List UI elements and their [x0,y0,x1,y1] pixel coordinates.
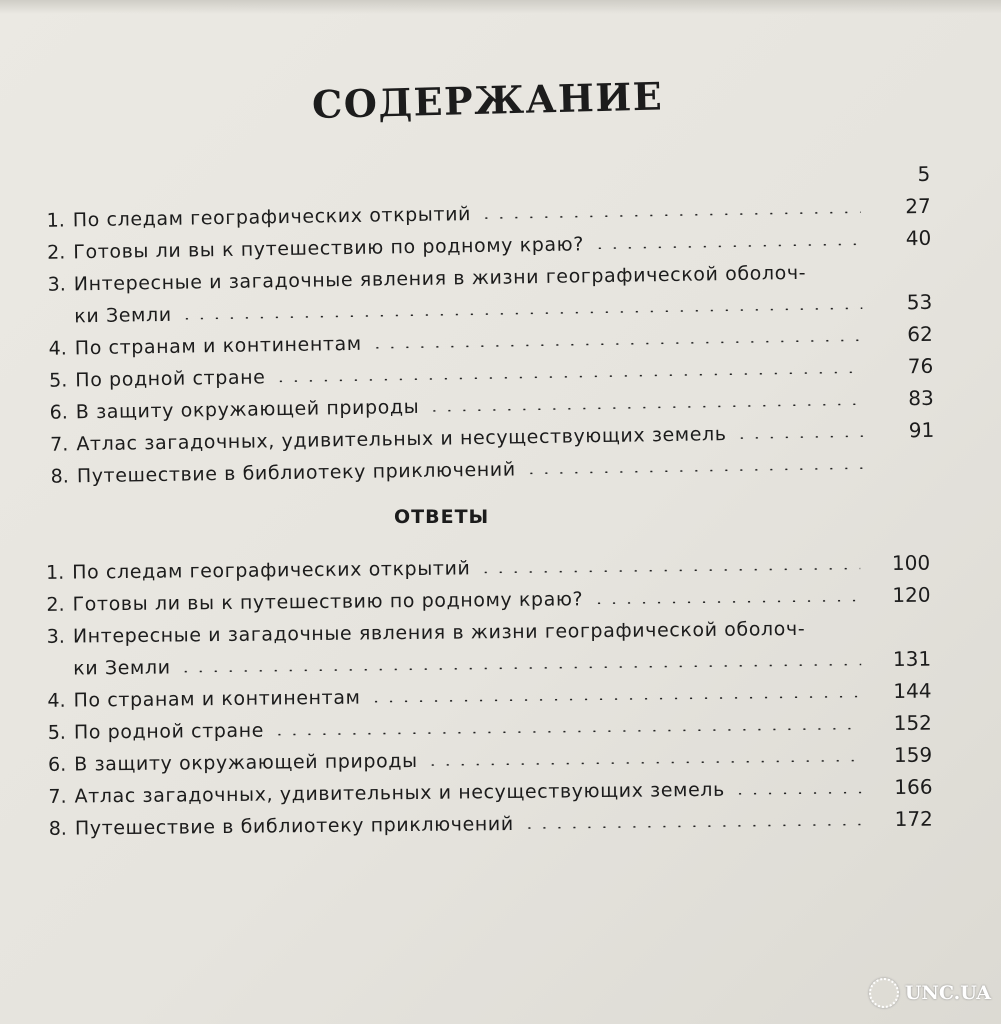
toc-number: 6. [49,401,69,424]
toc-text: По странам и континентам [74,332,362,360]
toc-intro-page: 5 [917,161,931,187]
toc-page: 27 [905,193,931,219]
toc-text: Атлас загадочных, удивительных и несуществующих земель [76,423,727,456]
answers-text: По странам и континентам [73,686,361,712]
toc-text: По следам географических открытий [72,203,472,232]
answers-page: 120 [892,582,931,607]
toc-number: 1. [46,209,66,232]
answers-text: Путешествие в библиотеку приключений [74,812,514,840]
answers-text: По следам географических открытий [72,557,471,584]
answers-page: 144 [893,678,932,703]
toc-text: В защиту окружающей природы [75,395,420,424]
page-title: СОДЕРЖАНИЕ [311,73,664,127]
toc-page: 62 [907,321,933,347]
answers-number: 1. [45,561,65,584]
watermark-text: UNC.UA [904,982,991,1004]
answers-page: 131 [892,646,932,671]
answers-page: 172 [894,806,933,831]
answers-number: 5. [47,721,67,744]
answers-number: 7. [48,785,67,808]
toc-page: 53 [906,289,933,315]
answers-number: 8. [48,817,68,840]
answers-heading: ОТВЕТЫ [394,506,490,528]
toc-section [30,154,935,488]
answers-page: 159 [893,742,933,767]
answers-page: 152 [893,710,932,735]
toc-number: 4. [48,337,68,360]
answers-text: В защиту окружающей природы [74,749,418,776]
sun-logo-icon [869,978,899,1008]
dot-leader [522,823,863,829]
toc-number: 3. [47,273,67,296]
answers-text: По родной стране [73,719,265,744]
answers-text: Готовы ли вы к путешествию по родному краю? [72,588,584,616]
dot-leader [427,403,864,412]
answers-section [30,543,933,840]
toc-text: Готовы ли вы к путешествию по родному краю? [73,233,585,264]
toc-number: 8. [50,465,70,488]
dot-leader [592,243,861,249]
answers-number: 6. [47,753,67,776]
toc-number: 7. [50,433,69,456]
toc-page: 40 [905,225,932,251]
dot-leader [591,599,860,604]
answers-text-continued: ки Земли [73,656,171,680]
dot-leader [478,567,860,573]
dot-leader [735,435,865,439]
answers-page: 166 [894,774,933,799]
toc-page: 83 [908,385,934,411]
toc-page: 91 [908,417,935,443]
page-edge-shadow [0,0,1001,14]
watermark [869,978,991,1008]
toc-text: По родной стране [75,366,266,392]
dot-leader [272,727,862,735]
answers-text: Атлас загадочных, удивительных и несуществующих земель [74,778,725,808]
toc-page: 76 [907,353,934,379]
answers-number: 2. [46,593,65,616]
toc-text-continued: ки Земли [74,303,172,328]
answers-page: 100 [891,550,931,575]
dot-leader [368,695,861,702]
dot-leader [733,791,863,794]
answers-text: Интересные и загадочные явления в жизни географической оболоч- [72,617,806,648]
dot-leader [524,467,865,474]
dot-leader [479,211,861,219]
dot-leader [426,759,863,766]
toc-number: 5. [49,369,68,392]
toc-page [875,474,935,475]
toc-text: Интересные и загадочные явления в жизни географической оболоч- [73,261,807,296]
answers-number: 3. [46,625,66,648]
toc-text: Путешествие в библиотеку приключений [76,458,516,488]
dot-leader [179,663,862,672]
answers-number: 4. [47,689,66,712]
toc-number: 2. [47,241,66,264]
